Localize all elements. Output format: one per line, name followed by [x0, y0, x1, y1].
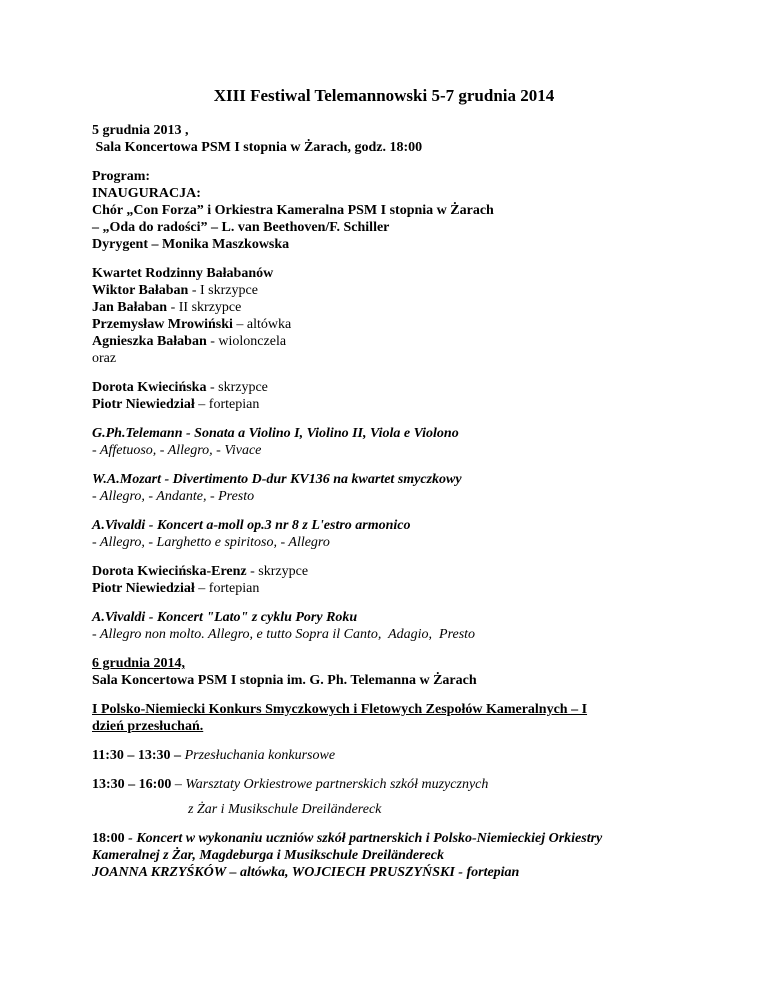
performer-role: – altówka [232, 317, 292, 332]
work-title: A.Vivaldi - Koncert a-moll op.3 nr 8 z L'estro armonico [92, 518, 411, 533]
duo1-section [92, 379, 692, 413]
work-item [92, 517, 692, 551]
performer-name: Jan Bałaban [92, 300, 168, 315]
schedule-line [92, 776, 692, 793]
performer-line [92, 379, 692, 396]
piece-line: – „Oda do radości” – L. van Beethoven/F. Schiller [92, 220, 390, 235]
contest-line-1: I Polsko-Niemiecki Konkurs Smyczkowych i Fletowych Zespołów Kameralnych – I [92, 702, 588, 717]
performer-line [92, 563, 692, 580]
day2-header [92, 655, 692, 689]
duo2-section [92, 563, 692, 597]
quartet-section [92, 265, 692, 367]
choir-line: Chór „Con Forza” i Orkiestra Kameralna PSM I stopnia w Żarach [92, 203, 494, 218]
performer-role: - wiolonczela [206, 334, 287, 349]
work-item [92, 609, 692, 643]
work-title: A.Vivaldi - Koncert "Lato" z cyklu Pory Roku [92, 610, 358, 625]
schedule-event: – Warsztaty Orkiestrowe partnerskich szkół muzycznych [171, 777, 489, 792]
program-heading: Program: [92, 169, 151, 184]
performer-name: Piotr Niewiedział [92, 581, 195, 596]
performer-role: – fortepian [194, 581, 260, 596]
and-word: oraz [92, 351, 117, 366]
conductor-line: Dyrygent – Monika Maszkowska [92, 237, 290, 252]
contest-line-2: dzień przesłuchań. [92, 719, 204, 734]
performer-line [92, 299, 692, 316]
inauguration-label: INAUGURACJA: [92, 186, 201, 201]
schedule-item [92, 747, 692, 764]
work-movements: - Affetuoso, - Allegro, - Vivace [92, 443, 262, 458]
schedule-continuation: z Żar i Musikschule Dreiländereck [188, 802, 382, 817]
performer-line [92, 580, 692, 597]
schedule-item [92, 776, 692, 818]
contest-heading [92, 701, 692, 735]
performer-name: Dorota Kwiecińska [92, 380, 207, 395]
quartet-name: Kwartet Rodzinny Bałabanów [92, 266, 274, 281]
schedule-line [92, 747, 692, 764]
concert-line-1 [92, 830, 692, 847]
performer-role: - I skrzypce [188, 283, 258, 298]
work-item [92, 425, 692, 459]
performer-name: Dorota Kwiecińska-Erenz [92, 564, 247, 579]
performer-role: - II skrzypce [167, 300, 242, 315]
work-title: W.A.Mozart - Divertimento D-dur KV136 na kwartet smyczkowy [92, 472, 462, 487]
performer-role: – fortepian [194, 397, 260, 412]
work-movements: - Allegro, - Larghetto e spiritoso, - Allegro [92, 535, 330, 550]
concert-line-2: Kameralnej z Żar, Magdeburga i Musikschule Dreiländereck [92, 848, 444, 863]
performer-role: - skrzypce [246, 564, 309, 579]
document-body [92, 122, 692, 893]
performer-line [92, 333, 692, 350]
day2-venue: Sala Koncertowa PSM I stopnia im. G. Ph. Telemanna w Żarach [92, 673, 477, 688]
work-item [92, 471, 692, 505]
schedule-time: 11:30 – 13:30 – [92, 748, 182, 763]
day1-date: 5 grudnia 2013 , [92, 123, 189, 138]
performer-line [92, 282, 692, 299]
performer-name: Agnieszka Bałaban [92, 334, 207, 349]
performer-name: Piotr Niewiedział [92, 397, 195, 412]
performer-line [92, 396, 692, 413]
work-movements: - Allegro, - Andante, - Presto [92, 489, 255, 504]
work-movements: - Allegro non molto. Allegro, e tutto Sopra il Canto, Adagio, Presto [92, 627, 476, 642]
day2-date: 6 grudnia 2014, [92, 656, 185, 671]
day1-header [92, 122, 692, 156]
performer-name: Przemysław Mrowiński [92, 317, 233, 332]
performer-role: - skrzypce [206, 380, 268, 395]
work-title: G.Ph.Telemann - Sonata a Violino I, Violino II, Viola e Violono [92, 426, 459, 441]
document-title: XIII Festiwal Telemannowski 5-7 grudnia 2014 [213, 86, 555, 105]
schedule-time: 13:30 – 16:00 [92, 777, 172, 792]
concert-time: 18:00 [92, 831, 125, 846]
concert-performers: JOANNA KRZYŚKÓW – altówka, WOJCIECH PRUSZYŃSKI - fortepian [92, 865, 520, 880]
program-section [92, 168, 692, 253]
concert-desc: - Koncert w wykonaniu uczniów szkół partnerskich i Polsko-Niemieckiej Orkiestry [124, 831, 603, 846]
performer-line [92, 316, 692, 333]
day1-venue: Sala Koncertowa PSM I stopnia w Żarach, godz. 18:00 [92, 140, 423, 155]
performer-name: Wiktor Bałaban [92, 283, 189, 298]
concert-item [92, 830, 692, 881]
schedule-event: Przesłuchania konkursowe [181, 748, 336, 763]
